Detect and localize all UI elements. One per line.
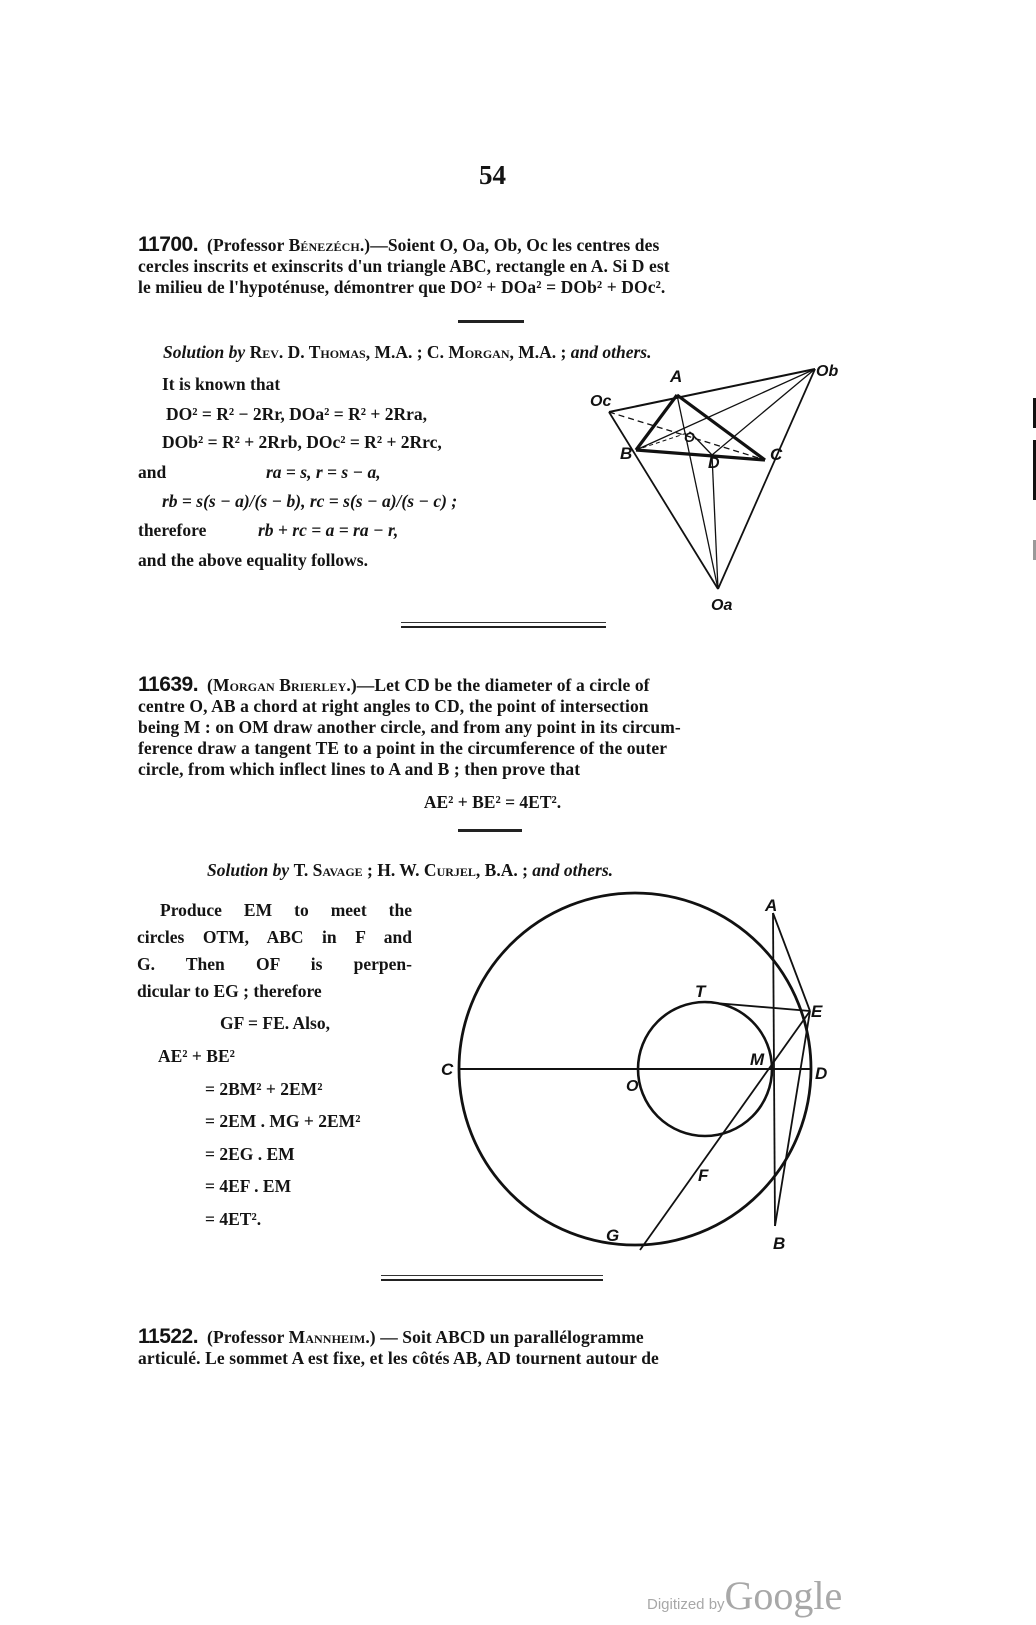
statement-line: circle, from which inflect lines to A and B ; then prove that [138, 759, 581, 779]
problem-number: 11700. [138, 233, 199, 256]
solution-line: rb + rc = a = ra − r, [258, 520, 399, 540]
label-B: B [620, 444, 633, 463]
statement-line: cercles inscrits et exinscrits d'un triangle ABC, rectangle en A. Si D est [138, 256, 670, 276]
label-T: T [695, 982, 706, 1001]
solution-line: AE² + BE² [158, 1046, 235, 1066]
google-logo-text: Google [724, 1573, 843, 1618]
solution-line: rb = s(s − a)/(s − b), rc = s(s − a)/(s − c) ; [162, 491, 458, 511]
solution-line: = 4EF . EM [205, 1176, 292, 1196]
solution-line: G. Then OF is perpen- [137, 954, 412, 974]
label-C: C [770, 445, 783, 464]
section-divider [458, 829, 522, 832]
solution-credit: Solution by Rev. D. Thomas, M.A. ; C. Morgan, M.A. ; and others. [163, 342, 652, 362]
line-D-Ob [712, 369, 815, 455]
label-A: A [765, 896, 778, 915]
line-Oc-Ob [609, 369, 815, 412]
statement-line: le milieu de l'hypoténuse, démontrer que DO² + DOa² = DOb² + DOc². [138, 277, 666, 297]
solution-line: = 4ET². [205, 1209, 262, 1229]
problem-11700-statement: 11700. (Professor Bénezéch.)—Soient O, Oa, Ob, Oc les centres des cercles inscrits et exinscrits d'un triangle ABC, rectangle en A. Si D est le milieu de l'hypoténuse, démontrer que DO² + DOa² = DOb² + DOc². [138, 234, 843, 298]
problem-11639-statement: 11639. (Morgan Brierley.)—Let CD be the diameter of a circle of centre O, AB a chord at right angles to CD, the point of intersection being M : on OM draw another circle, and from any point in its circum- ference draw a tangent TE to a point in the circumference of the outer circle, from which inflect lines to A and B ; then prove that [138, 674, 843, 780]
solvers: Rev. D. Thomas, M.A. ; C. Morgan, M.A. ; [249, 342, 567, 362]
tangent-TE [703, 1002, 810, 1011]
section-divider-double [381, 1275, 603, 1281]
solution-line: DO² = R² − 2Rr, DOa² = R² + 2Rra, [166, 404, 427, 424]
label-Ob: Ob [816, 363, 839, 380]
section-divider [458, 320, 524, 323]
label-Oa: Oa [711, 597, 733, 614]
label-E: E [811, 1002, 823, 1021]
figure-circles [441, 885, 845, 1255]
solution-line: DOb² = R² + 2Rrb, DOc² = R² + 2Rrc, [162, 432, 442, 452]
solution-line: circles OTM, ABC in F and [137, 927, 412, 947]
solution-line: ra = s, r = s − a, [266, 462, 381, 482]
proposer-name: Bénezéch [288, 235, 360, 255]
solution-line: therefore [138, 520, 207, 540]
line-B-Ob [636, 369, 815, 450]
label-D: D [708, 455, 720, 472]
figure-triangle-excentres [590, 362, 850, 612]
line-A-Oa [677, 395, 718, 589]
statement-line: ference draw a tangent TE to a point in the circumference of the outer [138, 738, 668, 758]
solution-line: It is known that [162, 374, 281, 394]
line-Ob-Oa [718, 369, 815, 589]
statement-line: centre O, AB a chord at right angles to CD, the point of intersection [138, 696, 649, 716]
label-F: F [698, 1166, 709, 1185]
solution-credit: Solution by T. Savage ; H. W. Curjel, B.A. ; and others. [207, 860, 614, 880]
side-AC [677, 395, 765, 460]
section-divider-double [401, 622, 606, 628]
line-D-Oa [712, 455, 718, 589]
solution-line: Produce EM to meet the [160, 900, 412, 920]
side-BC [636, 450, 765, 460]
solution-line: GF = FE. Also, [220, 1013, 330, 1033]
page-number: 54 [479, 160, 506, 190]
solution-line: = 2BM² + 2EM² [205, 1079, 323, 1099]
line-AE [773, 913, 810, 1011]
line-Oc-Oa [609, 412, 718, 589]
label-O: O [626, 1078, 639, 1095]
label-A: A [670, 367, 683, 386]
problem-number: 11522. [138, 1325, 199, 1348]
solution-line: and [138, 462, 167, 482]
label-D: D [815, 1064, 828, 1083]
statement-line: articulé. Le sommet A est fixe, et les côtés AB, AD tournent autour de [138, 1348, 659, 1368]
proposer-name: Morgan Brierley [212, 675, 347, 695]
label-M: M [750, 1050, 765, 1069]
solution-line: = 2EM . MG + 2EM² [205, 1111, 361, 1131]
proposer-name: Mannheim [288, 1327, 366, 1347]
problem-11522-statement: 11522. (Professor Mannheim.) — Soit ABCD un parallélogramme articulé. Le sommet A est fixe, et les côtés AB, AD tournent autour de [138, 1326, 843, 1369]
label-G: G [606, 1226, 620, 1245]
line-EG [640, 1011, 810, 1250]
statement-line: being M : on OM draw another circle, and from any point in its circum- [138, 717, 681, 737]
label-O: O [684, 429, 695, 445]
label-C: C [441, 1060, 454, 1079]
problem-number: 11639. [138, 673, 199, 696]
label-Oc: Oc [590, 393, 612, 410]
result-equation: AE² + BE² = 4ET². [423, 792, 562, 812]
digitized-by-google-watermark: Digitized byGoogle [647, 1573, 843, 1618]
solvers: T. Savage ; H. W. Curjel, B.A. ; [293, 860, 528, 880]
solution-line: dicular to EG ; therefore [137, 981, 322, 1001]
label-B: B [773, 1234, 786, 1253]
solution-line: and the above equality follows. [138, 550, 368, 570]
solution-line: = 2EG . EM [205, 1144, 295, 1164]
